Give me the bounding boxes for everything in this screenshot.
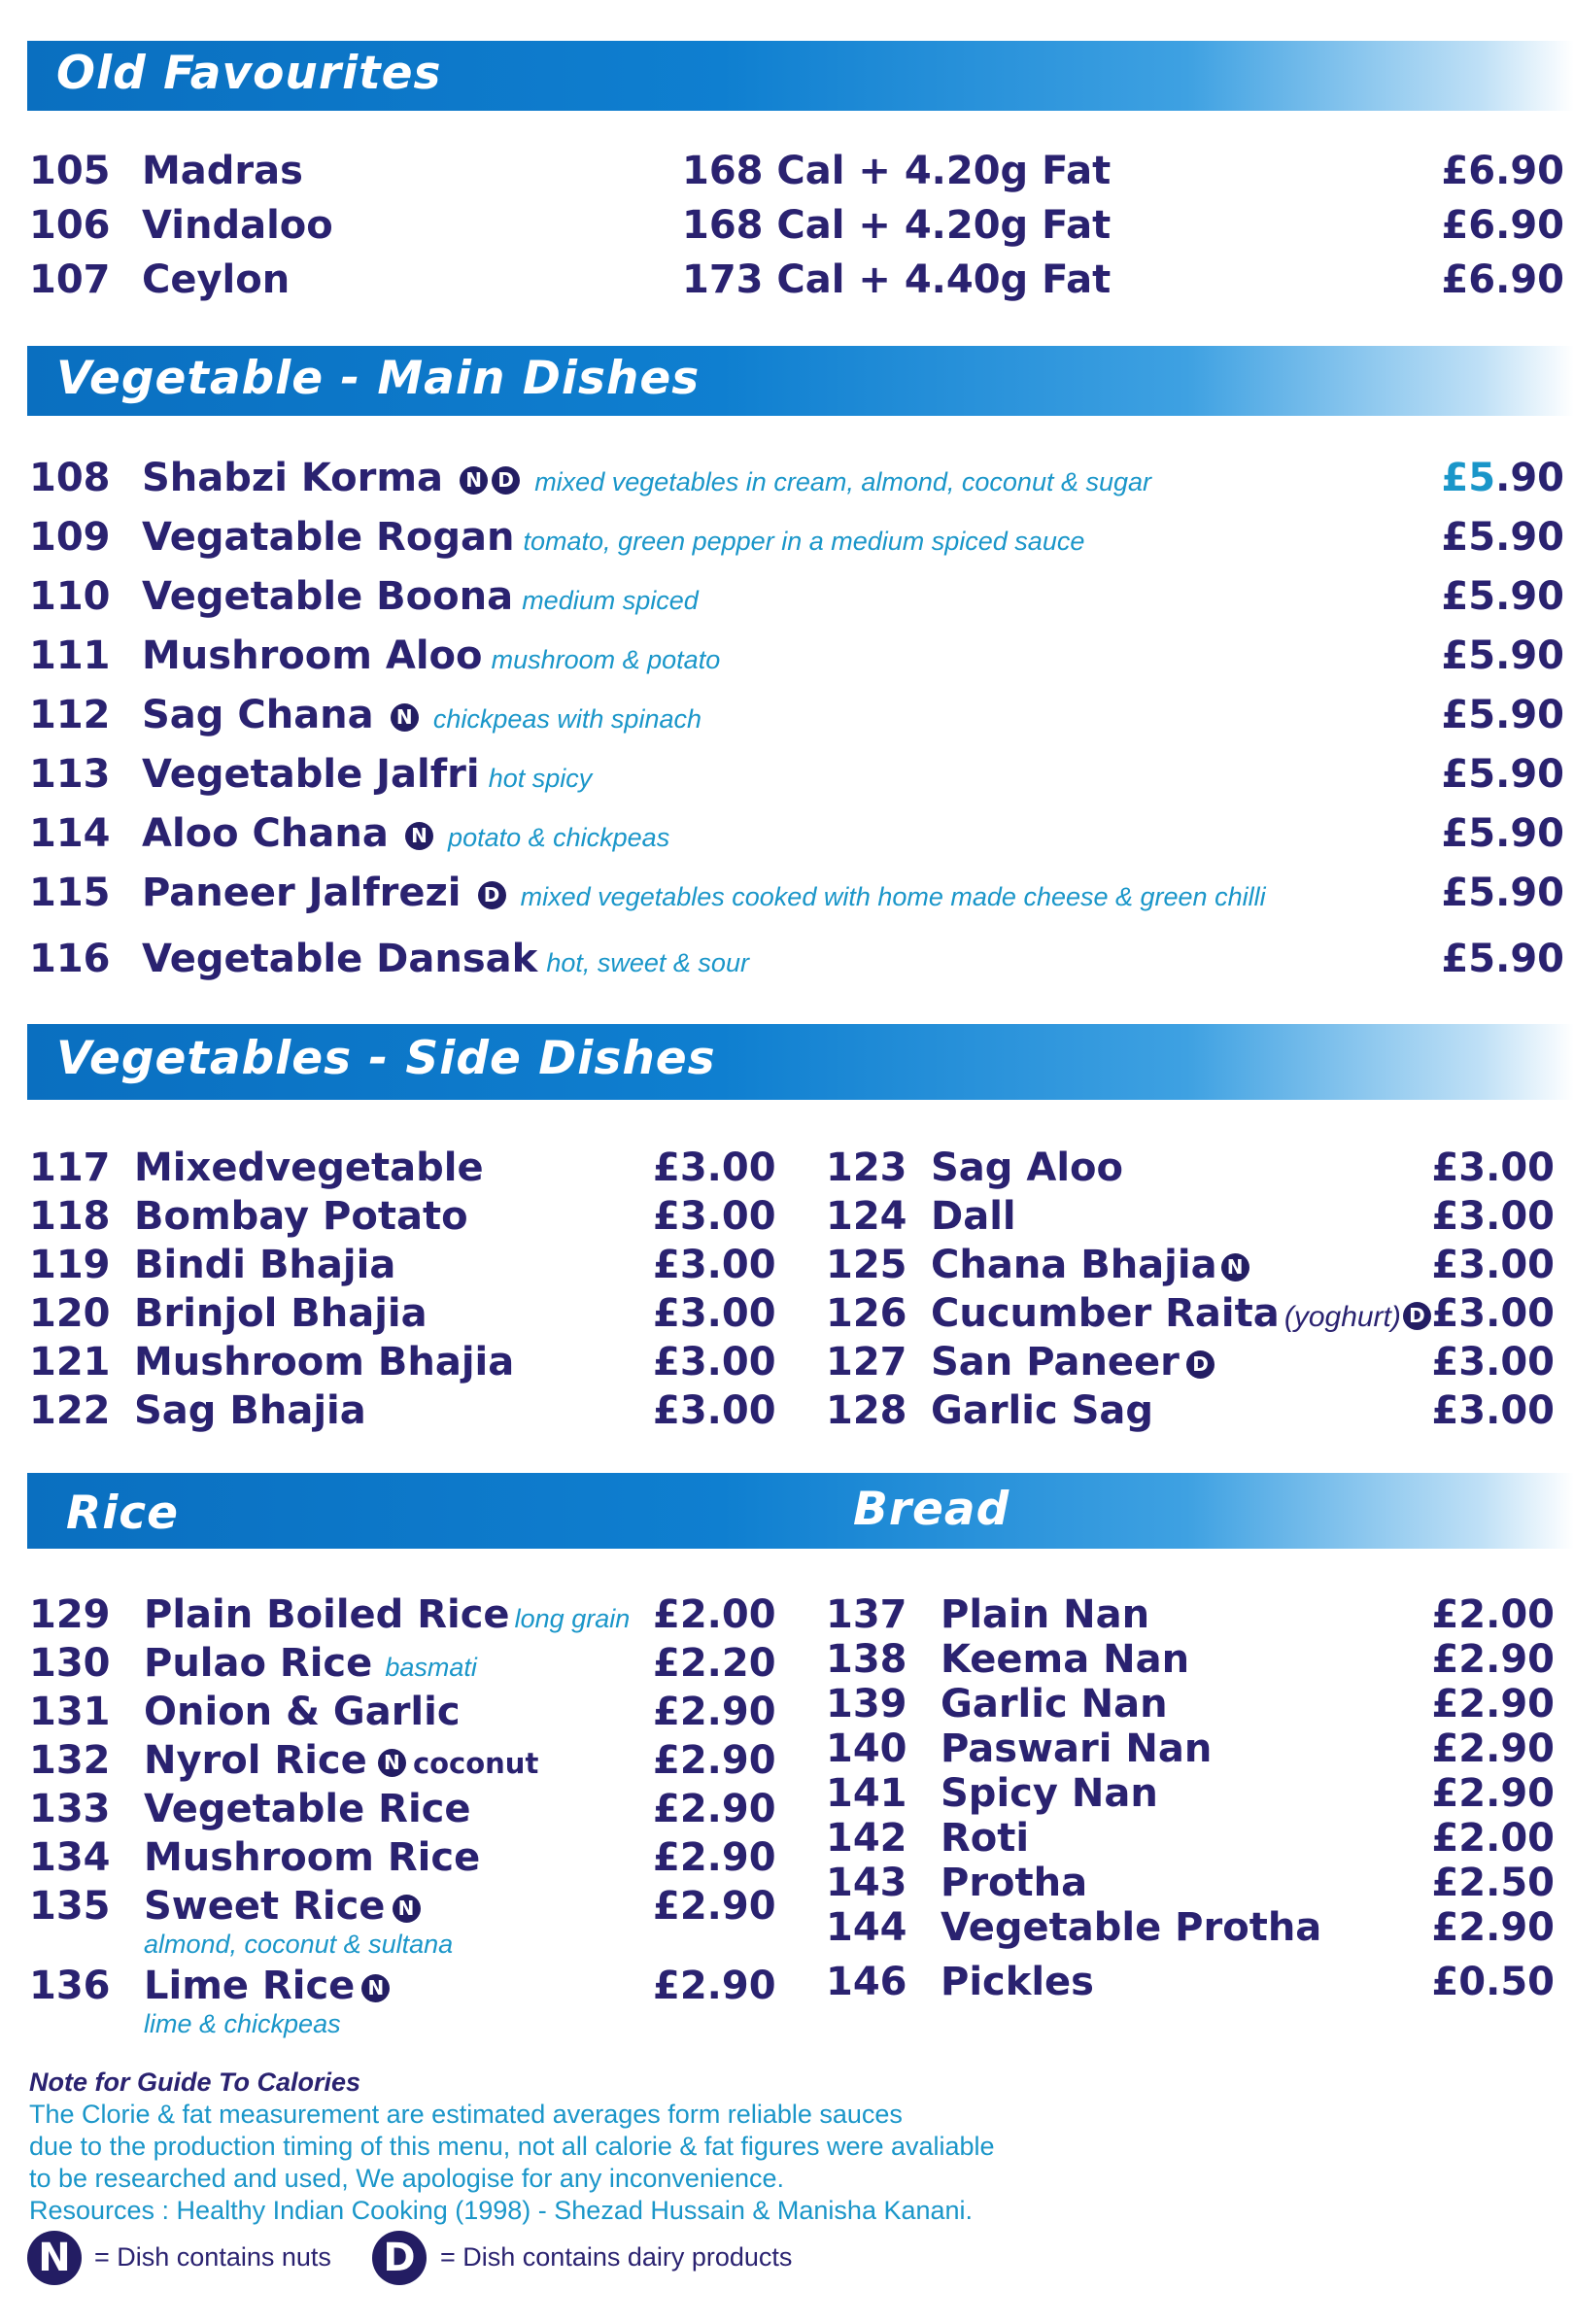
item-price: £3.00 xyxy=(653,1291,776,1336)
item-note: (yoghurt) xyxy=(1283,1301,1401,1333)
item-price: £5.90 xyxy=(1441,456,1564,500)
item-description: basmati xyxy=(385,1653,477,1682)
item-number: 111 xyxy=(29,633,111,678)
item-price: £6.90 xyxy=(1441,149,1564,193)
dairy-badge-icon: D xyxy=(492,466,520,495)
note-line: due to the production timing of this menu, not all calorie & fat figures were avaliable xyxy=(29,2132,995,2161)
item-name: Aloo Chana xyxy=(142,811,389,856)
item-name: Spicy Nan xyxy=(941,1771,1158,1816)
item-name: Bindi Bhajia xyxy=(134,1243,396,1287)
item-number: 108 xyxy=(29,456,111,500)
item-name: Sag Chana xyxy=(142,693,374,737)
item-name: Sag Bhajia xyxy=(134,1388,366,1433)
item-name: Brinjol Bhajia xyxy=(134,1291,428,1336)
item-name: Mushroom Bhajia xyxy=(134,1340,515,1384)
item-number: 131 xyxy=(29,1690,111,1734)
item-number: 126 xyxy=(826,1291,907,1336)
section-title: Old Favourites xyxy=(56,47,442,100)
item-price: £5.90 xyxy=(1441,633,1564,678)
item-name: Garlic Nan xyxy=(941,1682,1168,1726)
item-number: 112 xyxy=(29,693,111,737)
item-name: Shabzi Korma xyxy=(142,456,443,500)
section-header-rice-bread xyxy=(27,1473,1574,1549)
item-price: £2.90 xyxy=(1431,1682,1555,1726)
item-name: Bombay Potato xyxy=(134,1194,468,1239)
nuts-badge-icon: N xyxy=(1221,1253,1249,1282)
item-description: almond, coconut & sultana xyxy=(144,1930,454,1959)
item-number: 105 xyxy=(29,149,111,193)
item-description: potato & chickpeas xyxy=(448,823,670,852)
item-name: Mushroom Aloo xyxy=(142,633,483,678)
item-price: £0.50 xyxy=(1431,1960,1555,2004)
item-number: 129 xyxy=(29,1592,111,1637)
item-price: £3.00 xyxy=(1431,1194,1555,1239)
item-price: £5.90 xyxy=(1441,515,1564,560)
note-line: to be researched and used, We apologise for any inconvenience. xyxy=(29,2164,785,2193)
item-name: Cucumber Raita xyxy=(931,1291,1280,1336)
item-name: Lime Rice xyxy=(144,1964,356,2008)
item-name: Vegetable Jalfri xyxy=(142,752,480,797)
item-number: 127 xyxy=(826,1340,907,1384)
nuts-legend-icon: N xyxy=(27,2231,82,2285)
dairy-badge-icon: D xyxy=(1186,1350,1215,1379)
item-price: £3.00 xyxy=(1431,1340,1555,1384)
item-number: 107 xyxy=(29,257,111,302)
item-price: £3.00 xyxy=(653,1388,776,1433)
item-number: 132 xyxy=(29,1738,111,1783)
dairy-badge-icon: D xyxy=(1403,1302,1431,1330)
item-price: £6.90 xyxy=(1441,203,1564,248)
item-number: 130 xyxy=(29,1641,111,1686)
item-price: £2.50 xyxy=(1431,1861,1555,1905)
item-price: £2.90 xyxy=(653,1835,776,1880)
item-price: £3.00 xyxy=(1431,1145,1555,1190)
item-number: 122 xyxy=(29,1388,111,1433)
item-number: 137 xyxy=(826,1592,907,1637)
item-name: Dall xyxy=(931,1194,1016,1239)
nuts-badge-icon: N xyxy=(405,822,433,850)
item-price: £2.90 xyxy=(653,1738,776,1783)
item-description: mushroom & potato xyxy=(491,645,721,674)
item-description: mixed vegetables in cream, almond, coconut & sugar xyxy=(534,467,1152,496)
item-price: £2.90 xyxy=(653,1964,776,2008)
item-name: Mushroom Rice xyxy=(144,1835,481,1880)
item-name: Vegatable Rogan xyxy=(142,515,515,560)
section-title-rice: Rice xyxy=(66,1487,180,1540)
item-price: £2.90 xyxy=(653,1884,776,1929)
item-name: Vegetable Dansak xyxy=(142,937,538,981)
item-number: 118 xyxy=(29,1194,111,1239)
item-name: Plain Nan xyxy=(941,1592,1150,1637)
nuts-badge-icon: N xyxy=(391,703,419,732)
item-price: £2.00 xyxy=(1431,1592,1555,1637)
item-number: 135 xyxy=(29,1884,111,1929)
item-number: 115 xyxy=(29,871,111,915)
item-price: £3.00 xyxy=(653,1340,776,1384)
item-number: 136 xyxy=(29,1964,111,2008)
item-price: £3.00 xyxy=(653,1243,776,1287)
nuts-badge-icon: N xyxy=(361,1974,390,2002)
item-name: Pulao Rice xyxy=(144,1641,373,1686)
item-description: tomato, green pepper in a medium spiced sauce xyxy=(523,527,1085,556)
item-name: Vindaloo xyxy=(142,203,333,248)
item-number: 117 xyxy=(29,1145,111,1190)
item-name: Mixedvegetable xyxy=(134,1145,484,1190)
item-calories: 168 Cal + 4.20g Fat xyxy=(682,203,1112,248)
item-number: 134 xyxy=(29,1835,111,1880)
item-name: Plain Boiled Rice xyxy=(144,1592,510,1637)
item-name: Protha xyxy=(941,1861,1088,1905)
section-title: Vegetable - Main Dishes xyxy=(56,352,701,405)
item-price: £2.20 xyxy=(653,1641,776,1686)
item-name: Paneer Jalfrezi xyxy=(142,871,462,915)
item-description: medium spiced xyxy=(522,586,699,615)
item-name: Vegetable Protha xyxy=(941,1905,1322,1950)
item-price: £3.00 xyxy=(1431,1291,1555,1336)
item-name: San Paneer xyxy=(931,1340,1180,1384)
nuts-badge-icon: N xyxy=(378,1749,406,1777)
item-number: 106 xyxy=(29,203,111,248)
item-price: £2.90 xyxy=(1431,1771,1555,1816)
nuts-legend-text: = Dish contains nuts xyxy=(94,2242,331,2272)
item-name: Paswari Nan xyxy=(941,1726,1213,1771)
item-extra: coconut xyxy=(412,1747,539,1780)
item-price: £5.90 xyxy=(1441,871,1564,915)
item-number: 113 xyxy=(29,752,111,797)
item-name: Onion & Garlic xyxy=(144,1690,461,1734)
item-name: Sweet Rice xyxy=(144,1884,386,1929)
item-number: 128 xyxy=(826,1388,907,1433)
item-description: hot, sweet & sour xyxy=(546,948,749,977)
item-number: 139 xyxy=(826,1682,907,1726)
item-number: 138 xyxy=(826,1637,907,1682)
item-number: 114 xyxy=(29,811,111,856)
item-name: Nyrol Rice xyxy=(144,1738,367,1783)
section-title: Vegetables - Side Dishes xyxy=(56,1032,716,1085)
item-calories: 173 Cal + 4.40g Fat xyxy=(682,257,1112,302)
item-name: Pickles xyxy=(941,1960,1094,2004)
item-number: 120 xyxy=(29,1291,111,1336)
item-number: 119 xyxy=(29,1243,111,1287)
item-price: £2.90 xyxy=(1431,1637,1555,1682)
item-price: £5.90 xyxy=(1441,811,1564,856)
item-name: Chana Bhajia xyxy=(931,1243,1217,1287)
item-number: 144 xyxy=(826,1905,907,1950)
item-price: £2.90 xyxy=(653,1690,776,1734)
item-name: Ceylon xyxy=(142,257,291,302)
item-name: Garlic Sag xyxy=(931,1388,1154,1433)
item-calories: 168 Cal + 4.20g Fat xyxy=(682,149,1112,193)
note-line: Resources : Healthy Indian Cooking (1998) - Shezad Hussain & Manisha Kanani. xyxy=(29,2196,974,2225)
note-line: The Clorie & fat measurement are estimated averages form reliable sauces xyxy=(29,2100,903,2129)
item-name: Sag Aloo xyxy=(931,1145,1123,1190)
item-name: Vegetable Rice xyxy=(144,1787,471,1831)
item-price: £3.00 xyxy=(1431,1388,1555,1433)
dairy-badge-icon: D xyxy=(478,881,506,909)
item-number: 110 xyxy=(29,574,111,619)
item-description: long grain xyxy=(514,1604,631,1633)
item-price: £5.90 xyxy=(1441,752,1564,797)
item-price: £2.00 xyxy=(653,1592,776,1637)
item-number: 125 xyxy=(826,1243,907,1287)
item-price: £2.90 xyxy=(1431,1905,1555,1950)
item-price: £2.90 xyxy=(1431,1726,1555,1771)
item-name: Roti xyxy=(941,1816,1030,1861)
item-price: £5.90 xyxy=(1441,937,1564,981)
item-price: £3.00 xyxy=(1431,1243,1555,1287)
item-number: 140 xyxy=(826,1726,907,1771)
section-title-bread: Bread xyxy=(853,1483,1010,1536)
item-name: Madras xyxy=(142,149,303,193)
item-price: £5.90 xyxy=(1441,574,1564,619)
item-number: 142 xyxy=(826,1816,907,1861)
item-description: mixed vegetables cooked with home made cheese & green chilli xyxy=(520,882,1266,911)
nuts-badge-icon: N xyxy=(393,1895,421,1923)
item-number: 143 xyxy=(826,1861,907,1905)
item-price: £6.90 xyxy=(1441,257,1564,302)
item-number: 133 xyxy=(29,1787,111,1831)
item-number: 121 xyxy=(29,1340,111,1384)
item-price: £2.00 xyxy=(1431,1816,1555,1861)
item-number: 116 xyxy=(29,937,111,981)
item-price: £2.90 xyxy=(653,1787,776,1831)
item-number: 141 xyxy=(826,1771,907,1816)
dairy-legend-text: = Dish contains dairy products xyxy=(440,2242,793,2272)
note-title: Note for Guide To Calories xyxy=(29,2068,361,2097)
item-price: £3.00 xyxy=(653,1194,776,1239)
nuts-badge-icon: N xyxy=(460,466,488,495)
item-number: 124 xyxy=(826,1194,907,1239)
item-price: £3.00 xyxy=(653,1145,776,1190)
item-name: Vegetable Boona xyxy=(142,574,514,619)
item-price: £5.90 xyxy=(1441,693,1564,737)
item-number: 109 xyxy=(29,515,111,560)
item-description: lime & chickpeas xyxy=(144,2009,341,2038)
item-number: 123 xyxy=(826,1145,907,1190)
dairy-legend-icon: D xyxy=(372,2231,427,2285)
item-name: Keema Nan xyxy=(941,1637,1190,1682)
item-description: chickpeas with spinach xyxy=(432,704,701,734)
item-description: hot spicy xyxy=(488,764,593,793)
item-number: 146 xyxy=(826,1960,907,2004)
